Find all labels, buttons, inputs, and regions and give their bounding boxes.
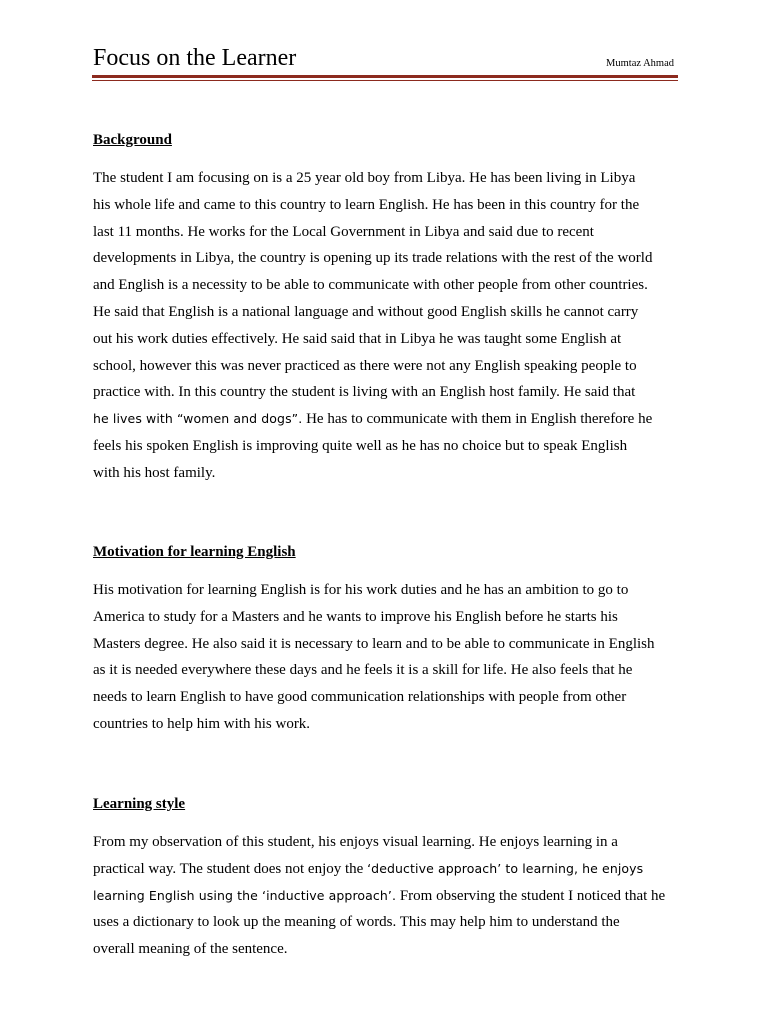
paragraph-line (93, 433, 693, 460)
text-run: uses a dictionary to look up the meaning of words. This may help him to understand the (93, 914, 620, 931)
text-run: The student I am focusing on is a 25 year old boy from Libya. He has been living in Libya (93, 170, 636, 186)
section-body-background (93, 165, 693, 487)
header-rule-thin (92, 80, 678, 81)
paragraph-line (93, 353, 693, 380)
text-run: developments in Libya, the country is opening up its trade relations with the rest of the world (93, 250, 653, 267)
text-run: Masters degree. He also said it is necessary to learn and to be able to communicate in English (93, 635, 655, 652)
text-run: with his host family. (93, 464, 216, 481)
text-run: and English is a necessity to be able to communicate with other people from other countries. (93, 277, 648, 294)
paragraph-line (93, 326, 693, 353)
paragraph-line (93, 577, 693, 604)
text-run: last 11 months. He works for the Local Government in Libya and said due to recent (93, 223, 594, 240)
text-run: he lives with “women and dogs”. (93, 411, 303, 427)
text-run: America to study for a Masters and he wants to improve his English before he starts his (93, 608, 618, 625)
paragraph-line (93, 272, 693, 299)
section-body-learning-style (93, 829, 693, 963)
paragraph-line (93, 883, 693, 910)
text-run: as it is needed everywhere these days and he feels it is a skill for life. He also feels that he (93, 662, 633, 679)
paragraph-line (93, 379, 693, 406)
section-body-motivation (93, 577, 693, 738)
text-run: He said that English is a national language and without good English skills he cannot carry (93, 303, 639, 320)
text-run: overall meaning of the sentence. (93, 941, 288, 958)
paragraph-line (93, 909, 693, 936)
text-run: From my observation of this student, his enjoys visual learning. He enjoys learning in a (93, 834, 618, 850)
paragraph-line (93, 936, 693, 963)
section-heading-motivation: Motivation for learning English (93, 544, 296, 560)
paragraph-line (93, 192, 693, 219)
page-header-title: Focus on the Learner (93, 45, 297, 71)
text-run: needs to learn English to have good communication relationships with people from other (93, 689, 627, 706)
paragraph-line (93, 657, 693, 684)
paragraph-line (93, 711, 693, 738)
section-heading-learning-style: Learning style (93, 796, 186, 812)
paragraph-line (93, 165, 693, 192)
text-run: ‘deductive approach’ to learning, he enjoys (367, 860, 644, 876)
text-run: His motivation for learning English is for his work duties and he has an ambition to go to (93, 582, 629, 598)
paragraph-line (93, 829, 693, 856)
paragraph-line (93, 406, 693, 433)
paragraph-line (93, 299, 693, 326)
paragraph-line (93, 219, 693, 246)
page-header-author: Mumtaz Ahmad (606, 58, 674, 69)
text-run: feels his spoken English is improving quite well as he has no choice but to speak English (93, 437, 628, 454)
text-run: practical way. The student does not enjoy the (93, 860, 368, 877)
paragraph-line (93, 856, 693, 883)
text-run: school, however this was never practiced as there were not any English speaking people to (93, 357, 637, 374)
paragraph-line (93, 684, 693, 711)
header-rule-thick (92, 75, 678, 78)
paragraph-line (93, 604, 693, 631)
text-run: his whole life and came to this country to learn English. He has been in this country for the (93, 196, 640, 213)
paragraph-line (93, 631, 693, 658)
paragraph-line (93, 245, 693, 272)
text-run: He has to communicate with them in English therefore he (302, 411, 653, 428)
paragraph-line (93, 460, 693, 487)
text-run: practice with. In this country the student is living with an English host family. He said that (93, 384, 636, 401)
text-run: out his work duties effectively. He said said that in Libya he was taught some English at (93, 330, 622, 347)
text-run: From observing the student I noticed that he (396, 887, 666, 904)
section-heading-background: Background (93, 132, 172, 148)
text-run: learning English using the ‘inductive approach’. (93, 887, 397, 903)
text-run: countries to help him with his work. (93, 715, 311, 732)
